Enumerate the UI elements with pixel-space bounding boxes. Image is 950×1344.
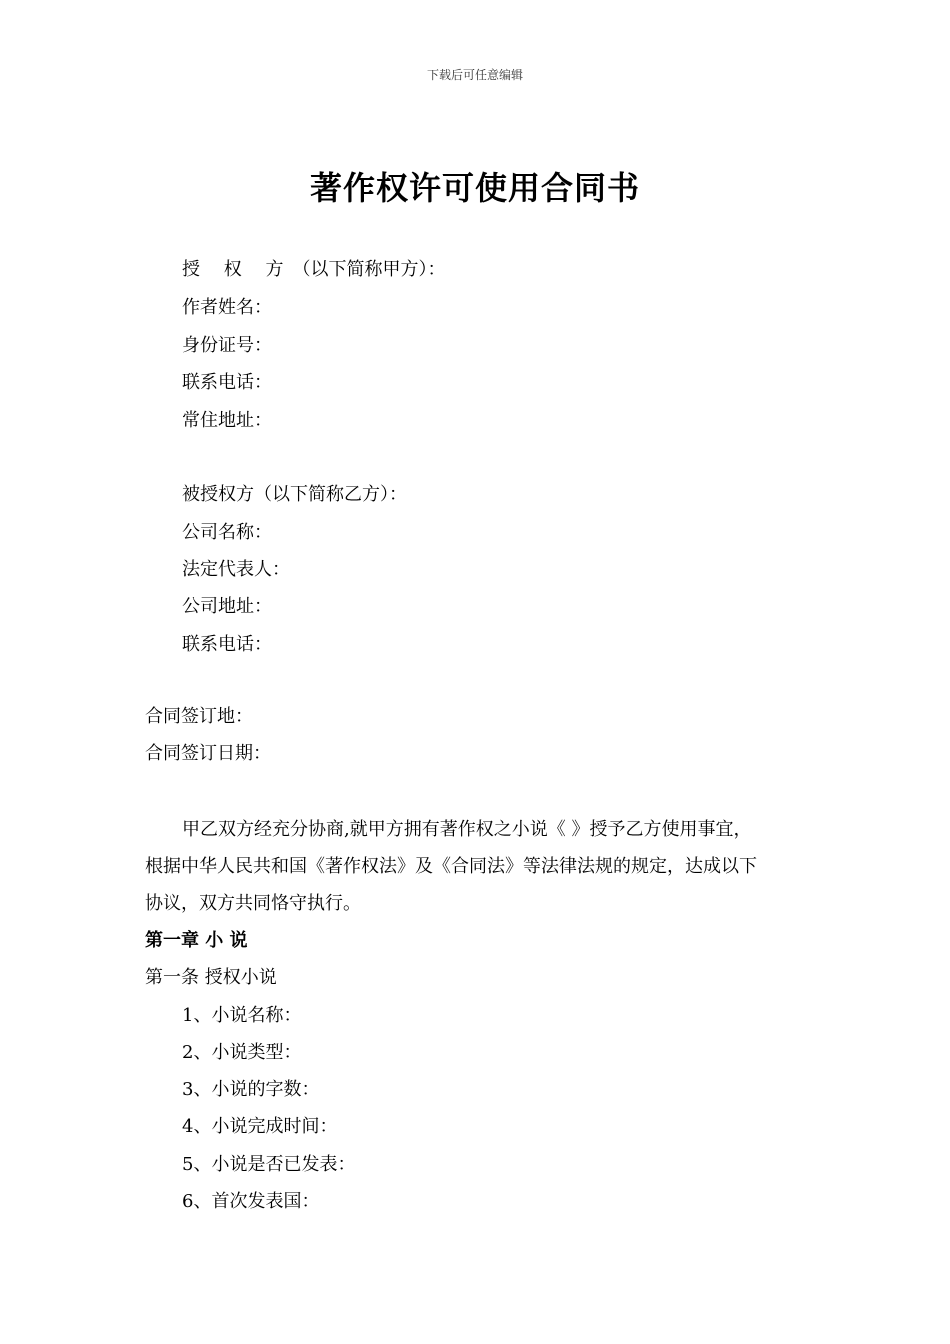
chapter-1-title: 第一章 小 说	[145, 930, 248, 951]
party-a-id-number: 身份证号：	[182, 335, 272, 356]
party-a-label-suffix: （以下简称甲方）：	[292, 259, 446, 280]
document-title: 著作权许可使用合同书	[309, 169, 640, 207]
article-1-item-6: 6、首次发表国：	[182, 1191, 320, 1212]
party-b-company-name: 公司名称：	[182, 522, 272, 543]
party-b-legal-rep: 法定代表人：	[182, 559, 290, 580]
header-note: 下载后可任意编辑	[426, 68, 523, 82]
article-1-title: 第一条 授权小说	[145, 967, 277, 988]
party-b-heading: 被授权方（以下简称乙方）：	[182, 484, 407, 505]
preamble-line-2: 根据中华人民共和国《著作权法》及《合同法》等法律法规的规定，达成以下	[145, 856, 757, 877]
article-1-item-2: 2、小说类型：	[182, 1042, 302, 1063]
article-1-item-5: 5、小说是否已发表：	[182, 1154, 356, 1175]
party-a-label: 授 权 方	[182, 259, 293, 280]
article-1-item-1: 1、小说名称：	[182, 1005, 302, 1026]
party-a-address: 常住地址：	[182, 410, 272, 431]
party-a-phone: 联系电话：	[182, 372, 272, 393]
article-1-item-3: 3、小说的字数：	[182, 1079, 320, 1100]
party-b-phone: 联系电话：	[182, 634, 272, 655]
signing-date: 合同签订日期：	[145, 743, 271, 764]
preamble-line-3: 协议，双方共同恪守执行。	[145, 893, 361, 914]
article-1-item-4: 4、小说完成时间：	[182, 1116, 338, 1137]
preamble-line-1: 甲乙双方经充分协商,就甲方拥有著作权之小说《 》授予乙方使用事宜，	[182, 819, 752, 840]
party-a-author-name: 作者姓名：	[182, 297, 272, 318]
party-a-heading	[182, 258, 445, 282]
signing-place: 合同签订地：	[145, 706, 253, 727]
party-b-company-address: 公司地址：	[182, 596, 272, 617]
